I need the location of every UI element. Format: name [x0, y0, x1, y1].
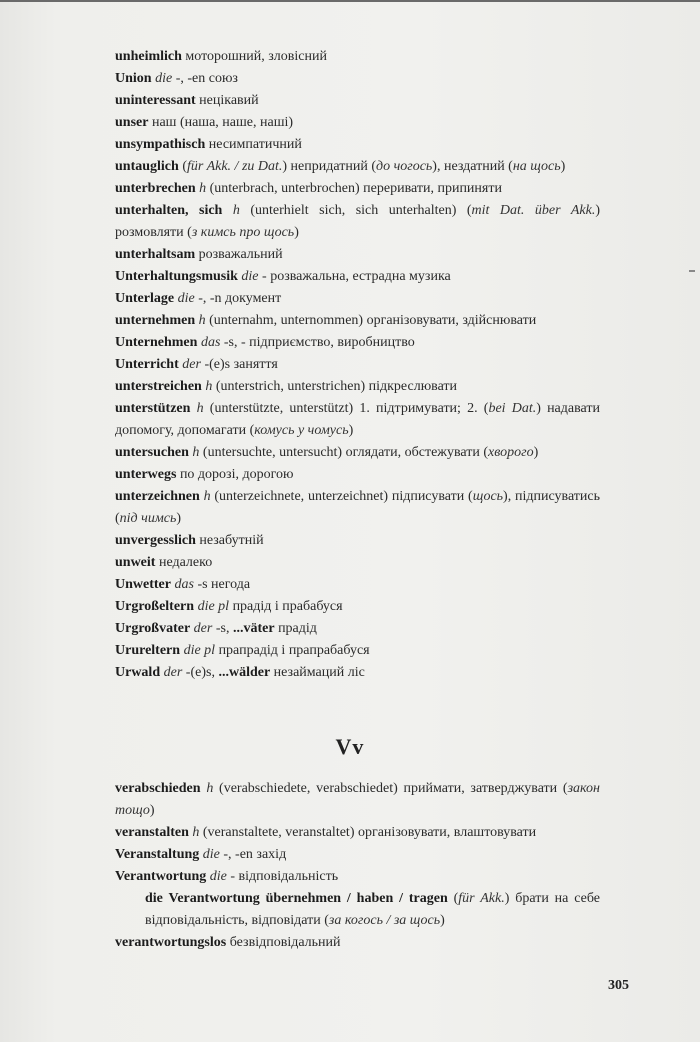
grammar-note: die	[155, 71, 173, 86]
dictionary-entry	[115, 156, 600, 178]
grammar-note: für Akk.	[458, 891, 505, 906]
dictionary-subentry	[115, 888, 600, 932]
grammar-note: die	[202, 847, 220, 862]
dictionary-entry	[115, 134, 600, 156]
dictionary-entry	[115, 662, 600, 684]
dictionary-entry	[115, 442, 600, 464]
grammar-note: der	[182, 357, 201, 372]
translation-text: ) надавати допомогу, допомагати (	[115, 401, 600, 438]
translation-text: -, -n документ	[194, 291, 282, 306]
headword: Unternehmen	[115, 335, 198, 350]
translation-text: незаймаций ліс	[270, 665, 365, 680]
translation-text: ), нездатний (	[432, 159, 513, 174]
translation-text: (unterhielt sich, sich unterhalten) (	[239, 203, 472, 218]
margin-mark	[689, 270, 695, 272]
grammar-note: bei Dat.	[488, 401, 537, 416]
translation-text: по дорозі, дорогою	[176, 467, 294, 482]
dictionary-entry	[115, 354, 600, 376]
translation-text: ) розмовляти (	[115, 203, 600, 240]
headword: unsympathisch	[115, 137, 206, 152]
dictionary-entry	[115, 932, 600, 954]
grammar-note: h	[206, 781, 214, 796]
translation-text: )	[440, 913, 445, 928]
dictionary-entry	[115, 596, 600, 618]
top-rule	[0, 0, 700, 2]
headword: unvergesslich	[115, 533, 196, 548]
dictionary-entry	[115, 376, 600, 398]
translation-text: (	[447, 891, 459, 906]
translation-text: прадід	[274, 621, 317, 636]
translation-text: -s, - підприємство, виробництво	[220, 335, 415, 350]
headword: die Verantwortung übernehmen / haben / tragen	[145, 891, 448, 906]
headword: unterwegs	[115, 467, 177, 482]
headword: Union	[115, 71, 152, 86]
page-number: 305	[608, 978, 629, 993]
headword: unheimlich	[115, 49, 182, 64]
translation-text: - розважальна, естрадна музика	[258, 269, 451, 284]
translation-text: прапрадід і прапрабабуся	[215, 643, 370, 658]
headword: unterhalten, sich	[115, 203, 223, 218]
dictionary-entry	[115, 866, 600, 888]
grammar-note: die	[177, 291, 195, 306]
translation-text: )	[348, 423, 354, 438]
headword: unterbrechen	[115, 181, 196, 196]
dictionary-entry	[115, 486, 600, 530]
translation-text: ), підписуватись (	[115, 489, 601, 526]
grammar-note: h	[199, 181, 207, 196]
translation-text: -(e)s,	[182, 665, 219, 680]
translation-text: (untersuchte, untersucht) оглядати, обстежувати (	[199, 445, 489, 460]
headword: Urgroßeltern	[115, 599, 195, 614]
translation-text: )	[560, 159, 566, 174]
dictionary-entry	[115, 266, 600, 288]
translation-text: несимпатичний	[205, 137, 302, 152]
headword: uninteressant	[115, 93, 196, 108]
headword: unterstreichen	[115, 379, 202, 394]
dictionary-entry	[115, 90, 600, 112]
grammar-note: der	[193, 621, 213, 636]
grammar-note: die	[209, 869, 227, 884]
dictionary-entry	[115, 822, 600, 844]
grammar-note: хворого	[488, 445, 534, 460]
entries-u-block	[115, 46, 600, 684]
headword: veranstalten	[115, 825, 189, 840]
headword: ...wälder	[218, 665, 271, 680]
translation-text: (unterzeichnete, unterzeichnet) підписувати (	[210, 489, 473, 504]
translation-text: -s негода	[193, 577, 251, 592]
translation-text: безвідповідальний	[226, 935, 341, 950]
headword: verantwortungslos	[115, 935, 227, 950]
dictionary-entry	[115, 574, 600, 596]
headword: Urgroßvater	[115, 621, 191, 636]
grammar-note: під чимсь	[119, 511, 177, 526]
grammar-note: das	[174, 577, 194, 592]
headword: Urwald	[115, 665, 161, 680]
translation-text: наш (наша, наше, наші)	[148, 115, 294, 130]
headword: Unwetter	[115, 577, 171, 592]
translation-text: (	[178, 159, 187, 174]
dictionary-entry	[115, 464, 600, 486]
translation-text: -s,	[212, 621, 233, 636]
dictionary-entry	[115, 778, 600, 822]
dictionary-entry	[115, 618, 600, 640]
dictionary-entry	[115, 552, 600, 574]
grammar-note: h	[203, 489, 211, 504]
translation-text: (unternahm, unternommen) організовувати, здійснювати	[205, 313, 537, 328]
dictionary-entry	[115, 640, 600, 662]
grammar-note: h	[232, 203, 240, 218]
dictionary-entry	[115, 178, 600, 200]
entries-v-block	[115, 778, 600, 954]
translation-text: (verabschiedete, verabschiedet) приймати, затверджувати (	[213, 781, 568, 796]
translation-text: (veranstaltete, veranstaltet) організовувати, влаштовувати	[199, 825, 537, 840]
dictionary-entry	[115, 46, 600, 68]
headword: Veranstaltung	[115, 847, 200, 862]
section-letter-heading: Vv	[335, 734, 365, 759]
headword: unweit	[115, 555, 156, 570]
translation-text: -, -en союз	[172, 71, 238, 86]
headword: unterhaltsam	[115, 247, 196, 262]
grammar-note: щось	[472, 489, 504, 504]
translation-text: розважальний	[195, 247, 283, 262]
headword: unterzeichnen	[115, 489, 200, 504]
grammar-note: на щось	[512, 159, 561, 174]
grammar-note: h	[192, 445, 200, 460]
translation-text: (unterbrach, unterbrochen) переривати, припиняти	[206, 181, 502, 196]
dictionary-entry	[115, 398, 600, 442]
dictionary-entry	[115, 288, 600, 310]
dictionary-entry	[115, 530, 600, 552]
translation-text: )	[533, 445, 539, 460]
dictionary-entry	[115, 844, 600, 866]
translation-text: ) непридатний (	[282, 159, 376, 174]
translation-text	[222, 203, 233, 218]
headword: Verantwortung	[115, 869, 207, 884]
translation-text: ) брати на себе відповідальність, відповідати (	[145, 891, 600, 928]
translation-text: прадід і прабабуся	[229, 599, 343, 614]
grammar-note: за когось / за щось	[328, 913, 441, 928]
headword: untersuchen	[115, 445, 189, 460]
translation-text: )	[176, 511, 182, 526]
translation-text: незабутній	[195, 533, 264, 548]
translation-text: недалеко	[155, 555, 213, 570]
grammar-note: закон тощо	[115, 781, 601, 818]
dictionary-entry	[115, 200, 600, 244]
grammar-note: h	[192, 825, 200, 840]
translation-text: моторошний, зловісний	[181, 49, 327, 64]
dictionary-entry	[115, 332, 600, 354]
translation-text: нецікавий	[195, 93, 259, 108]
headword: unterstützen	[115, 401, 191, 416]
grammar-note: з кимсь про щось	[191, 225, 295, 240]
headword: verabschieden	[115, 781, 201, 796]
translation-text: -, -en захід	[219, 847, 287, 862]
grammar-note: комусь у чомусь	[254, 423, 349, 438]
grammar-note: das	[200, 335, 221, 350]
grammar-note: h	[198, 313, 206, 328]
headword: Unterhaltungsmusik	[115, 269, 238, 284]
headword: Unterricht	[115, 357, 179, 372]
translation-text: (unterstrich, unterstrichen) підкреслювати	[212, 379, 458, 394]
grammar-note: für Akk. / zu Dat.	[186, 159, 283, 174]
grammar-note: h	[196, 401, 204, 416]
translation-text: )	[294, 225, 299, 240]
grammar-note: der	[163, 665, 183, 680]
headword: Urureltern	[115, 643, 181, 658]
headword: unternehmen	[115, 313, 196, 328]
headword: Unterlage	[115, 291, 175, 306]
headword: untauglich	[115, 159, 179, 174]
dictionary-entry	[115, 68, 600, 90]
translation-text: -(e)s заняття	[200, 357, 278, 372]
grammar-note: h	[205, 379, 213, 394]
headword: ...väter	[232, 621, 275, 636]
headword: unser	[115, 115, 149, 130]
grammar-note: die pl	[197, 599, 230, 614]
translation-text: - відповідальність	[226, 869, 339, 884]
grammar-note: die	[241, 269, 259, 284]
grammar-note: до чогось	[375, 159, 433, 174]
translation-text: )	[149, 803, 155, 818]
grammar-note: die pl	[183, 643, 216, 658]
dictionary-entry	[115, 112, 600, 134]
grammar-note: mit Dat. über Akk.	[471, 203, 596, 218]
translation-text: (unterstützte, unterstützt) 1. підтримувати; 2. (	[203, 401, 489, 416]
dictionary-entry	[115, 244, 600, 266]
dictionary-entry	[115, 310, 600, 332]
